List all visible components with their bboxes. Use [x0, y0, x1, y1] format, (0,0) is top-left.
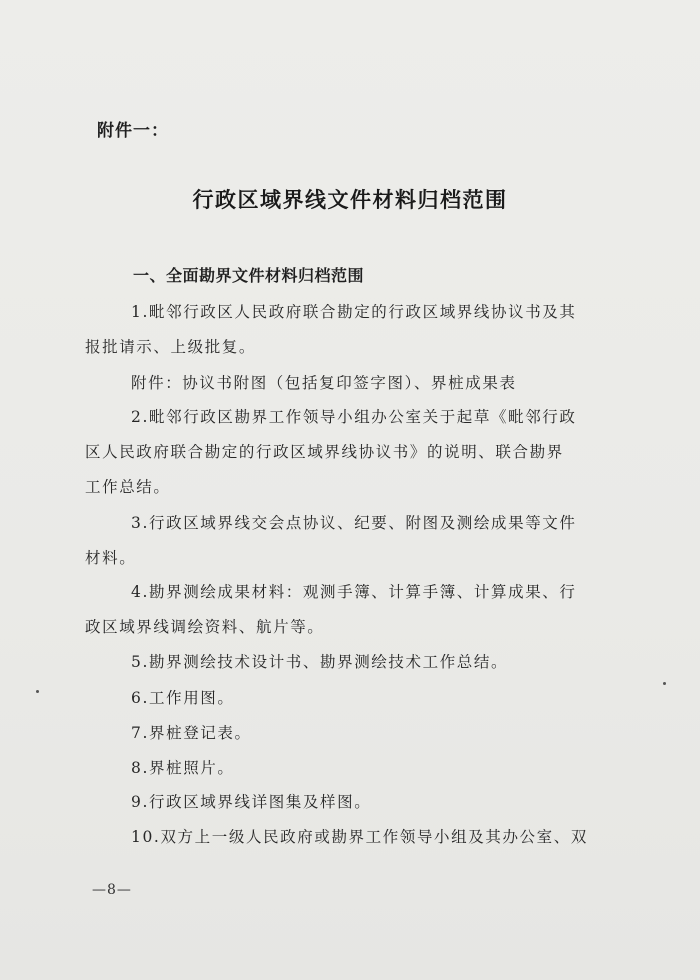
item-2-line-1: 2.毗邻行政区勘界工作领导小组办公室关于起草《毗邻行政 — [131, 408, 577, 426]
item-2-line-3: 工作总结。 — [85, 478, 171, 496]
item-5: 5.勘界测绘技术设计书、勘界测绘技术工作总结。 — [131, 653, 509, 671]
item-4-line-2: 政区域界线调绘资料、航片等。 — [85, 618, 325, 636]
scan-speck — [663, 682, 666, 685]
item-1-line-2: 报批请示、上级批复。 — [85, 338, 257, 356]
item-4-line-1: 4.勘界测绘成果材料：观测手簿、计算手簿、计算成果、行 — [131, 583, 577, 601]
item-3-line-1: 3.行政区域界线交会点协议、纪要、附图及测绘成果等文件 — [131, 514, 577, 532]
scan-speck — [36, 690, 39, 693]
item-3-line-2: 材料。 — [85, 549, 137, 567]
section-heading: 一、全面勘界文件材料归档范围 — [133, 266, 365, 285]
attachment-label: 附件一： — [97, 121, 169, 141]
item-2-line-2: 区人民政府联合勘定的行政区域界线协议书》的说明、联合勘界 — [85, 443, 564, 461]
item-10-line-1: 10.双方上一级人民政府或勘界工作领导小组及其办公室、双 — [131, 828, 588, 846]
item-9: 9.行政区域界线详图集及样图。 — [131, 793, 372, 811]
page-number: —8— — [92, 882, 132, 898]
item-1-attachment-line: 附件：协议书附图（包括复印签字图）、界桩成果表 — [131, 374, 517, 392]
item-7: 7.界桩登记表。 — [131, 724, 252, 742]
item-8: 8.界桩照片。 — [131, 759, 235, 777]
document-title: 行政区域界线文件材料归档范围 — [192, 188, 508, 212]
item-1-line-1: 1.毗邻行政区人民政府联合勘定的行政区域界线协议书及其 — [131, 303, 577, 321]
item-6: 6.工作用图。 — [131, 689, 235, 707]
